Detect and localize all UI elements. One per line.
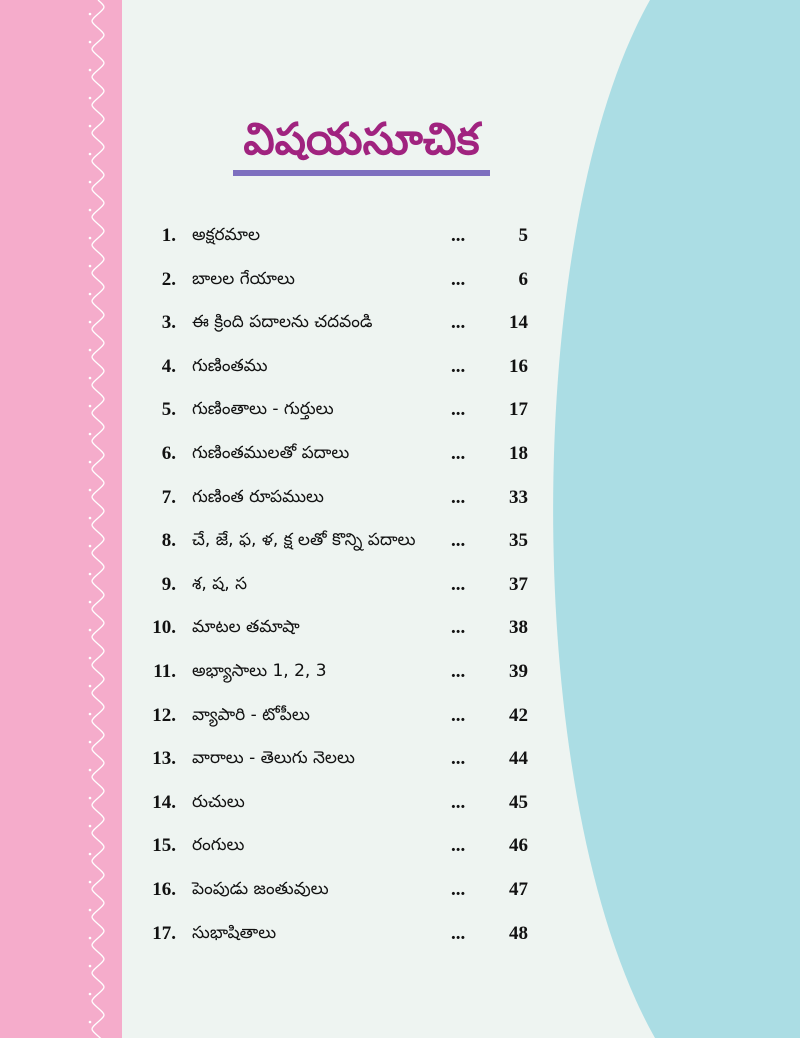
- toc-number: 12.: [152, 704, 176, 726]
- border-dot: [89, 209, 92, 212]
- border-dot: [89, 405, 92, 408]
- toc-page-number: 42: [509, 704, 528, 726]
- toc-page-number: 5: [518, 225, 528, 246]
- toc-leader-dots: ...: [451, 442, 466, 464]
- border-dot: [89, 713, 92, 716]
- border-dot: [89, 629, 92, 632]
- border-dot: [89, 545, 92, 548]
- toc-page-number: 14: [509, 312, 528, 334]
- toc-title: గుణింతము: [192, 355, 268, 376]
- toc-title: బాలల గేయాలు: [192, 268, 295, 289]
- toc-page-number: 35: [509, 530, 528, 552]
- border-dot: [89, 825, 92, 828]
- blue-arc-shape: [553, 0, 800, 1038]
- toc-leader-dots: ...: [451, 268, 466, 290]
- border-dot: [89, 993, 92, 996]
- toc-number: 3.: [161, 312, 176, 334]
- border-dot: [89, 769, 92, 772]
- toc-page-number: 44: [509, 748, 528, 770]
- toc-page-number: 16: [509, 355, 528, 377]
- toc-row: [140, 607, 540, 651]
- toc-title: రంగులు: [192, 835, 245, 856]
- toc-leader-dots: ...: [451, 748, 466, 770]
- toc-number: 7.: [161, 486, 176, 508]
- toc-title: గుణింతాలు - గుర్తులు: [192, 399, 334, 420]
- toc-row: [140, 782, 540, 826]
- toc-leader-dots: ...: [451, 225, 466, 246]
- toc-number: 4.: [161, 355, 176, 377]
- toc-number: 8.: [161, 530, 176, 552]
- border-dot: [89, 433, 92, 436]
- border-dot: [89, 321, 92, 324]
- toc-leader-dots: ...: [451, 922, 466, 944]
- toc-row: [140, 302, 540, 346]
- toc-title: అభ్యాసాలు 1, 2, 3: [192, 660, 327, 681]
- toc-number: 16.: [152, 878, 176, 900]
- toc-page-number: 33: [509, 486, 528, 508]
- toc-title: గుణింత రూపములు: [192, 486, 324, 507]
- border-dot: [89, 349, 92, 352]
- toc-page-number: 45: [509, 791, 528, 813]
- toc-title: ఈ క్రింది పదాలను చదవండి: [192, 312, 373, 333]
- toc-leader-dots: ...: [451, 530, 466, 552]
- border-dot: [89, 41, 92, 44]
- toc-row: [140, 913, 540, 957]
- border-dot: [89, 965, 92, 968]
- border-dot: [89, 657, 92, 660]
- toc-row: [140, 389, 540, 433]
- toc-number: 2.: [161, 268, 176, 290]
- border-dot: [89, 909, 92, 912]
- toc-page-number: 6: [518, 268, 528, 290]
- toc-page-number: 18: [509, 442, 528, 464]
- toc-leader-dots: ...: [451, 835, 466, 857]
- border-dot: [89, 69, 92, 72]
- border-dot: [89, 181, 92, 184]
- toc-title: అక్షరమాల: [192, 225, 261, 245]
- border-dot: [89, 461, 92, 464]
- toc-number: 14.: [152, 791, 176, 813]
- toc-page-number: 39: [509, 660, 528, 682]
- toc-title: వ్యాపారి - టోపీలు: [192, 704, 310, 725]
- toc-row: [140, 433, 540, 477]
- border-dot: [89, 517, 92, 520]
- border-dot: [89, 125, 92, 128]
- toc-page-number: 38: [509, 617, 528, 639]
- border-dot: [89, 237, 92, 240]
- toc-row: [140, 520, 540, 564]
- toc-title: శ, ష, స: [192, 573, 248, 594]
- toc-title: మాటల తమాషా: [192, 617, 300, 638]
- toc-leader-dots: ...: [451, 399, 466, 421]
- border-dot: [89, 601, 92, 604]
- toc-page-number: 48: [509, 922, 528, 944]
- toc-title: గుణింతములతో పదాలు: [192, 442, 350, 463]
- toc-row: [140, 695, 540, 739]
- wavy-dotted-border: [86, 0, 110, 1038]
- border-dot: [89, 97, 92, 100]
- toc-row: [140, 738, 540, 782]
- toc-number: 17.: [152, 922, 176, 944]
- wavy-line: [92, 0, 104, 1038]
- toc-leader-dots: ...: [451, 355, 466, 377]
- toc-number: 5.: [161, 399, 176, 421]
- toc-title: సుభాషితాలు: [192, 922, 277, 943]
- toc-title: పెంపుడు జంతువులు: [192, 878, 329, 899]
- toc-leader-dots: ...: [451, 573, 466, 595]
- border-dot: [89, 741, 92, 744]
- border-dot: [89, 937, 92, 940]
- toc-number: 13.: [152, 748, 176, 770]
- toc-leader-dots: ...: [451, 878, 466, 900]
- toc-row: [140, 651, 540, 695]
- toc-title: వారాలు - తెలుగు నెలలు: [192, 748, 355, 769]
- toc-page-number: 47: [509, 878, 528, 900]
- toc-leader-dots: ...: [451, 704, 466, 726]
- toc-leader-dots: ...: [451, 312, 466, 334]
- toc-row: [140, 215, 540, 259]
- border-dot: [89, 265, 92, 268]
- toc-number: 11.: [153, 660, 176, 682]
- border-dot: [89, 573, 92, 576]
- toc-row: [140, 825, 540, 869]
- toc-row: [140, 564, 540, 608]
- toc-row: [140, 869, 540, 913]
- toc-row: [140, 259, 540, 303]
- toc-number: 6.: [161, 442, 176, 464]
- toc-number: 1.: [161, 225, 176, 246]
- toc-leader-dots: ...: [451, 617, 466, 639]
- border-dot: [89, 153, 92, 156]
- toc-number: 9.: [161, 573, 176, 595]
- toc-row: [140, 477, 540, 521]
- toc-number: 10.: [152, 617, 176, 639]
- border-dot: [89, 881, 92, 884]
- border-dot: [89, 489, 92, 492]
- border-dot: [89, 853, 92, 856]
- border-dot: [89, 377, 92, 380]
- toc-leader-dots: ...: [451, 660, 466, 682]
- border-dot: [89, 293, 92, 296]
- border-dot: [89, 13, 92, 16]
- toc-page-number: 17: [509, 399, 528, 421]
- border-dot: [89, 797, 92, 800]
- toc-title: రుచులు: [192, 791, 245, 812]
- title-underline: [233, 170, 490, 176]
- toc-page-number: 46: [509, 835, 528, 857]
- toc-leader-dots: ...: [451, 791, 466, 813]
- toc-page-number: 37: [509, 573, 528, 595]
- toc-leader-dots: ...: [451, 486, 466, 508]
- page-title: విషయసూచిక: [243, 114, 480, 165]
- border-dot: [89, 1021, 92, 1024]
- table-of-contents: [140, 215, 540, 956]
- toc-row: [140, 346, 540, 390]
- toc-title: చే, జే, ఫ, ళ, క్ష లతో కొన్ని పదాలు: [192, 530, 416, 551]
- toc-number: 15.: [152, 835, 176, 857]
- border-dot: [89, 685, 92, 688]
